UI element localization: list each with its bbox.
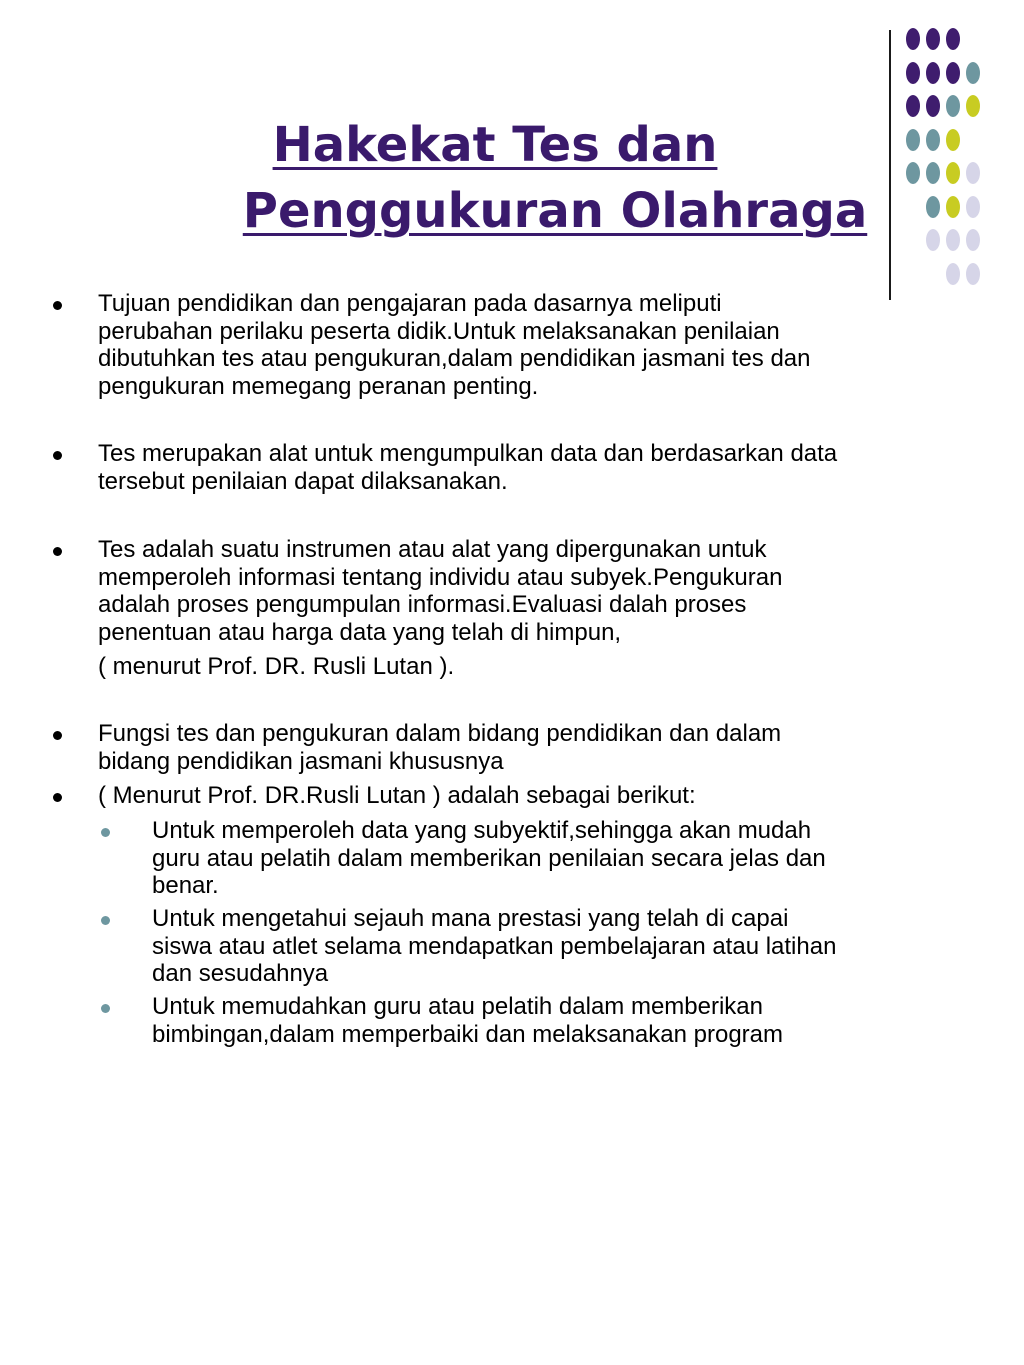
bullet-text: Tes merupakan alat untuk mengumpulkan data dan berdasarkan data tersebut penilaian dapat dilaksanakan. [98, 440, 838, 495]
decorative-dot [966, 62, 980, 84]
decorative-dot [926, 28, 940, 50]
decorative-dot [906, 62, 920, 84]
sub-bullet-text: Untuk memperoleh data yang subyektif,sehingga akan mudah guru atau pelatih dalam memberikan penilaian secara jelas dan benar. [152, 817, 826, 899]
decorative-dot [966, 196, 980, 218]
sub-bullet-dot-icon [101, 916, 110, 925]
bullet-text: Fungsi tes dan pengukuran dalam bidang pendidikan dan dalam bidang pendidikan jasmani khususnya [98, 720, 782, 775]
citation-text: ( menurut Prof. DR. Rusli Lutan ). [98, 653, 455, 680]
bullet-dot-icon [53, 731, 62, 740]
slide-title [60, 112, 960, 244]
decorative-dot [946, 62, 960, 84]
bullet-text: Tes adalah suatu instrumen atau alat yang dipergunakan untuk memperoleh informasi tentang individu atau subyek.Pengukuran adalah proses pengumpulan informasi.Evaluasi dalah proses penentuan atau harga data yang telah di himpun, [98, 536, 783, 646]
sub-bullet-text: Untuk memudahkan guru atau pelatih dalam memberikan bimbingan,dalam memperbaiki dan melaksanakan program [152, 993, 783, 1048]
decorative-dot [966, 263, 980, 285]
title-line-2: Penggukuran Olahraga [242, 183, 868, 239]
decorative-dot [946, 28, 960, 50]
bullet-text: Tujuan pendidikan dan pengajaran pada dasarnya meliputi perubahan perilaku peserta didik.Untuk melaksanakan penilaian dibutuhkan tes atau pengukuran,dalam pendidikan jasmani tes dan pengukuran memegang peranan penting. [98, 290, 811, 400]
bullet-dot-icon [53, 793, 62, 802]
decorative-dot [906, 28, 920, 50]
decorative-dot [966, 162, 980, 184]
sub-bullet-text: Untuk mengetahui sejauh mana prestasi yang telah di capai siswa atau atlet selama mendapatkan pembelajaran atau latihan dan sesudahnya [152, 905, 837, 987]
bullet-dot-icon [53, 547, 62, 556]
decorative-dot [946, 263, 960, 285]
sub-bullet-dot-icon [101, 1004, 110, 1013]
decorative-dot [966, 95, 980, 117]
bullet-dot-icon [53, 301, 62, 310]
bullet-text: ( Menurut Prof. DR.Rusli Lutan ) adalah sebagai berikut: [98, 782, 696, 809]
decorative-dot [926, 62, 940, 84]
bullet-dot-icon [53, 451, 62, 460]
sub-bullet-dot-icon [101, 828, 110, 837]
decorative-dot [966, 229, 980, 251]
title-line-1: Hakekat Tes dan [272, 117, 718, 173]
